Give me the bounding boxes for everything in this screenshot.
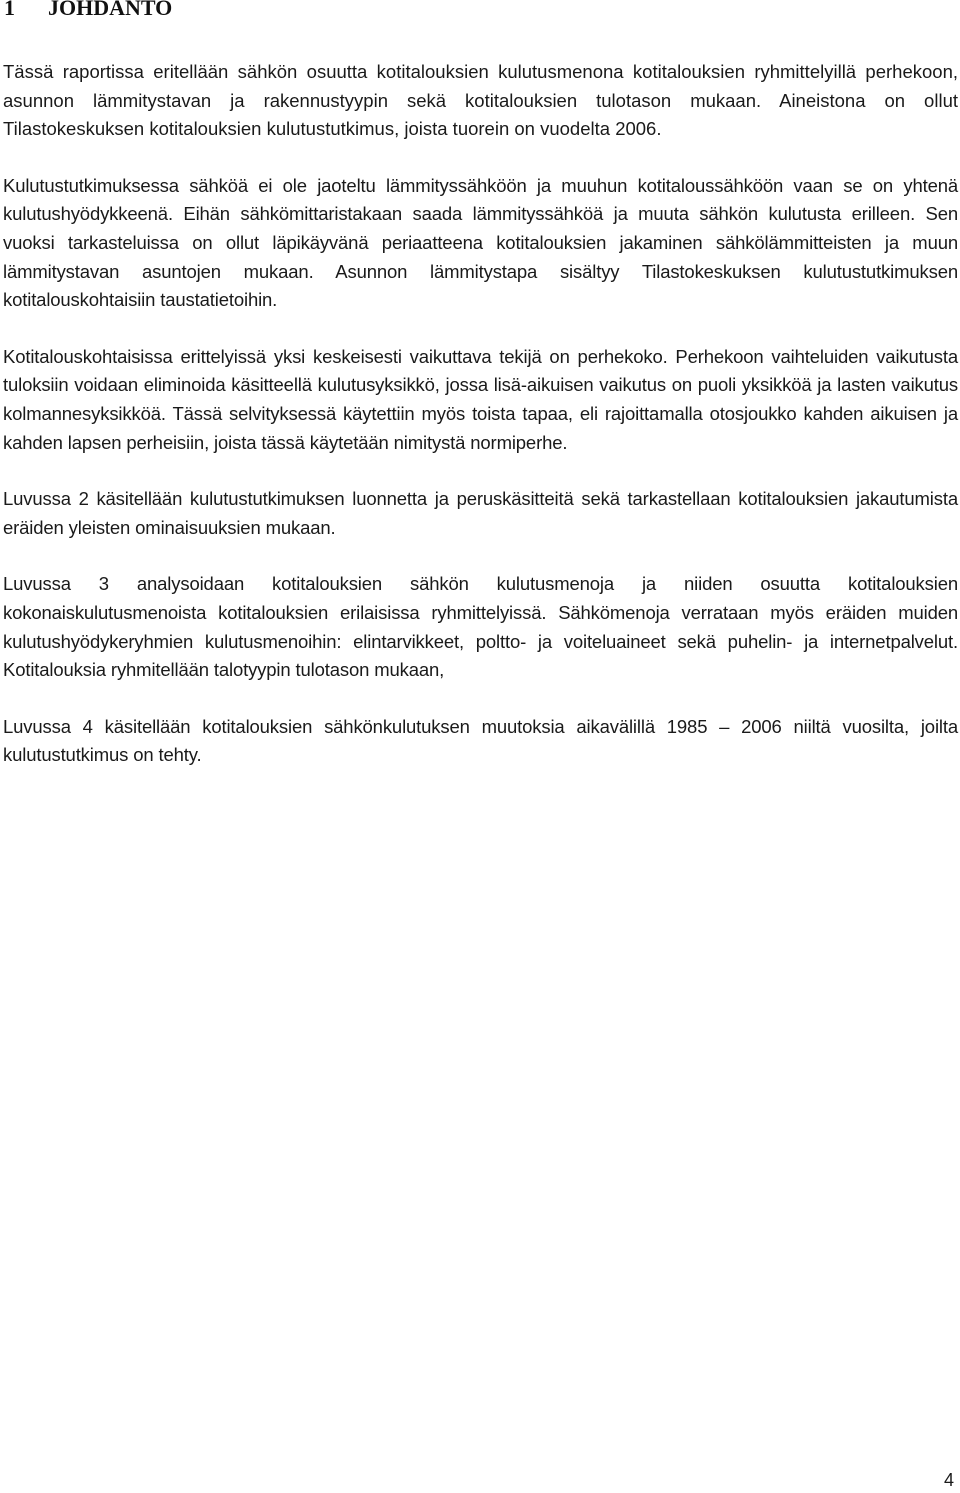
paragraph-chapter-3: Luvussa 3 analysoidaan kotitalouksien sähkön kulutusmenoja ja niiden osuutta kotitalouksien kokonaiskulutusmenoista kotitalouksien erilaisissa ryhmittelyissä. Sähkömenoja verrataan myös eräiden muiden kulutushyödykeryhmien kulutusmenoihin: elintarvikkeet, poltto- ja voiteluaineet sekä puhelin- ja internetpalvelut. Kotitalouksia ryhmitellään talotyypin tulotason mukaan, (3, 573, 958, 681)
chapter-title: JOHDANTO (48, 0, 173, 20)
paragraph-chapter-2: Luvussa 2 käsitellään kulutustutkimuksen luonnetta ja peruskäsitteitä sekä tarkastellaan kotitalouksien jakautumista eräiden yleisten ominaisuuksien mukaan. (3, 488, 958, 538)
paragraph-consumption-survey: Kulutustutkimuksessa sähköä ei ole jaoteltu lämmityssähköön ja muuhun kotitaloussähköön vaan se on yhtenä kulutushyödykkeenä. Eihän sähkömittaristakaan saada lämmityssähköä ja muuta sähkön kulutusta erilleen. Sen vuoksi tarkasteluissa on ollut läpikäyvänä periaatteena kotitalouksien jakaminen sähkölämmitteisten ja muun lämmitystavan asuntojen mukaan. Asunnon lämmitystapa sisältyy Tilastokeskuksen kulutustutkimuksen kotitalouskohtaisiin taustatietoihin. (3, 174, 958, 311)
body-text (3, 58, 958, 798)
page-number: 4 (943, 1470, 954, 1490)
paragraph-chapter-4: Luvussa 4 käsitellään kotitalouksien sähkönkulutuksen muutoksia aikavälillä 1985 – 2006 niiltä vuosilta, joilta kulutustutkimus on tehty. (3, 715, 958, 766)
chapter-heading (4, 0, 172, 22)
paragraph-household-size: Kotitalouskohtaisissa erittelyissä yksi keskeisesti vaikuttava tekijä on perhekoko. Perhekoon vaihteluiden vaikutusta tuloksiin voidaan eliminoida käsitteellä kulutusyksikkö, jossa lisä-aikuisen vaikutus on puoli yksikköä ja lasten vaikutus kolmannesyksikköä. Tässä selvityksessä käytettiin myös toista tapaa, eli rajoittamalla otosjoukko kahden aikuisen ja kahden lapsen perheisiin, joista tässä käytetään nimitystä normiperhe. (3, 345, 958, 453)
paragraph-intro: Tässä raportissa eritellään sähkön osuutta kotitalouksien kulutusmenona kotitalouksien ryhmittelyillä perhekoon, asunnon lämmitystavan ja rakennustyypin sekä kotitalouksien tulotason mukaan. Aineistona on ollut Tilastokeskuksen kotitalouksien kulutustutkimus, joista tuorein on vuodelta 2006. (3, 61, 958, 140)
chapter-number: 1 (4, 0, 15, 20)
